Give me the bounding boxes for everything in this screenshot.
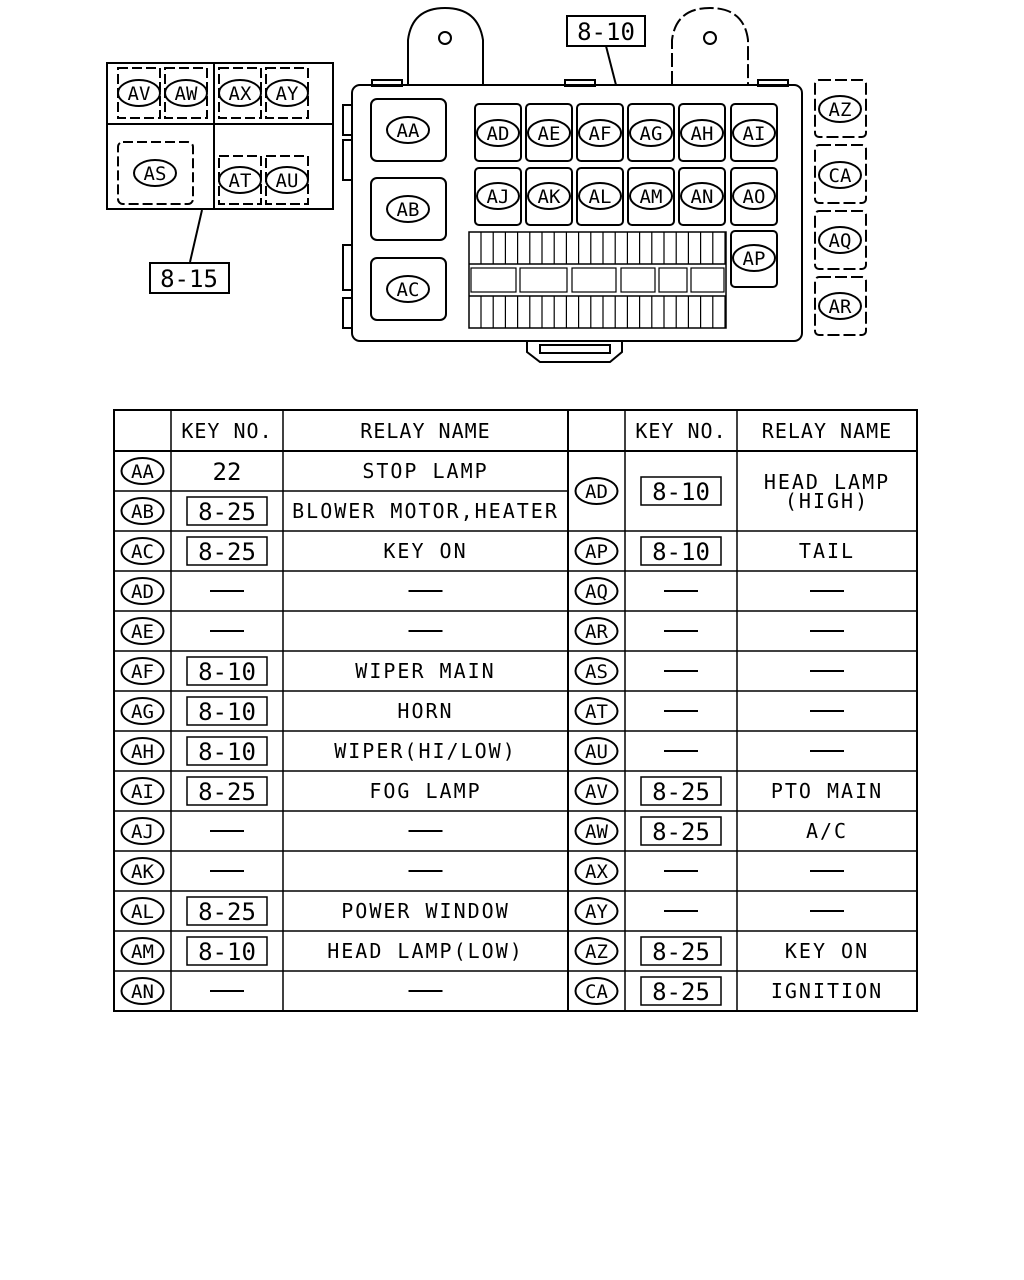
table-left-key-af: 8-10: [198, 658, 256, 686]
svg-text:—: —: [819, 652, 835, 676]
table-right-name-as: [810, 652, 844, 676]
table-left-name-aa: STOP LAMP: [362, 459, 489, 483]
table-left-name-af: WIPER MAIN: [355, 659, 496, 683]
table-left-id-aa: [122, 458, 164, 484]
relay-badge-ao-label: AO: [742, 186, 766, 208]
table-left-name-ai: FOG LAMP: [369, 779, 482, 803]
svg-text:—: —: [819, 852, 835, 876]
table-left-id-am: [122, 938, 164, 964]
table-left-id-ag: [122, 698, 164, 724]
table-right-id-au: [576, 738, 618, 764]
table-left-id-an-label: AN: [131, 981, 154, 1003]
table-left-id-al: [122, 898, 164, 924]
relay-badge-az: [819, 96, 861, 122]
table-left-name-ag: HORN: [397, 699, 454, 723]
table-left-key-am: 8-10: [198, 938, 256, 966]
table-right-name-ax: [810, 852, 844, 876]
table-left-key-ae: [210, 612, 244, 636]
relay-badge-aa-label: AA: [396, 120, 420, 142]
table-left-id-aj-label: AJ: [131, 821, 154, 843]
table-left-id-ah-label: AH: [131, 741, 154, 763]
table-right-id-au-label: AU: [585, 741, 608, 763]
table-right-id-az: [576, 938, 618, 964]
table-left-id-ai-label: AI: [131, 781, 154, 803]
svg-text:—: —: [673, 732, 689, 756]
table-right-id-ar: [576, 618, 618, 644]
relay-badge-aq: [819, 227, 861, 253]
relay-badge-af-label: AF: [588, 123, 612, 145]
table-right-key-at: [664, 692, 698, 716]
table-right-name2-ad: (HIGH): [784, 489, 870, 513]
relay-badge-an: [681, 183, 723, 209]
table-right-key-ay: [664, 892, 698, 916]
relay-badge-ac-label: AC: [396, 279, 420, 301]
relay-badge-ar: [819, 293, 861, 319]
table-left-id-ab-label: AB: [131, 501, 154, 523]
table-left-id-ag-label: AG: [131, 701, 154, 723]
table-right-name-ca: IGNITION: [770, 979, 884, 1003]
table-left-id-ac-label: AC: [131, 541, 154, 563]
relay-badge-ap: [733, 245, 775, 271]
relay-badge-ca: [819, 162, 861, 188]
table-right-name-ap: TAIL: [798, 539, 856, 563]
table-left-name-ac: KEY ON: [383, 539, 468, 563]
relay-badge-az-label: AZ: [828, 99, 852, 121]
relay-badge-ag: [630, 120, 672, 146]
table-right-id-aq: [576, 578, 618, 604]
svg-text:—: —: [673, 572, 689, 596]
relay-badge-ab-label: AB: [396, 199, 420, 221]
table-right-id-ay-label: AY: [585, 901, 608, 923]
table-right-name-av: PTO MAIN: [770, 779, 884, 803]
relay-badge-ag-label: AG: [639, 123, 663, 145]
table-right-id-ap-label: AP: [585, 541, 608, 563]
table-left-key-ad: [210, 572, 244, 596]
table-left-name-ak: [409, 852, 443, 876]
relay-badge-ae-label: AE: [537, 123, 561, 145]
relay-badge-al: [579, 183, 621, 209]
relay-badge-ac: [387, 276, 429, 302]
svg-text:—: —: [418, 572, 433, 596]
table-right-id-ar-label: AR: [585, 621, 608, 643]
relay-badge-ak: [528, 183, 570, 209]
table-right-id-ax-label: AX: [585, 861, 608, 883]
relay-badge-aj-label: AJ: [486, 186, 510, 208]
table-left-id-ak-label: AK: [131, 861, 154, 883]
table-left-id-an: [122, 978, 164, 1004]
table-left-id-am-label: AM: [131, 941, 154, 963]
table-left-name-an: [409, 972, 443, 996]
table-right-id-ay: [576, 898, 618, 924]
table-right-id-ca-label: CA: [585, 981, 608, 1003]
table-left-id-af: [122, 658, 164, 684]
svg-text:8-10: 8-10: [577, 18, 635, 46]
table-left-name-ad: [409, 572, 443, 596]
table-right-name-at: [810, 692, 844, 716]
relay-badge-at-label: AT: [228, 170, 252, 192]
table-right-id-ap: [576, 538, 618, 564]
svg-text:—: —: [418, 852, 433, 876]
table-left-name-al: POWER WINDOW: [341, 899, 510, 923]
table-right-key-ad: 8-10: [652, 478, 710, 506]
relay-badge-av-label: AV: [127, 83, 151, 105]
table-left-id-ai: [122, 778, 164, 804]
relay-badge-ab: [387, 196, 429, 222]
table-left-key-ak: [210, 852, 244, 876]
header-key-no-left: KEY NO.: [181, 419, 273, 443]
table-right-name-ad: HEAD LAMP: [763, 470, 891, 494]
table-right-id-ca: [576, 978, 618, 1004]
svg-text:—: —: [219, 812, 235, 836]
relay-badge-ak-label: AK: [537, 186, 561, 208]
table-left-id-ah: [122, 738, 164, 764]
table-left-key-an: [210, 972, 244, 996]
relay-badge-am-label: AM: [639, 186, 663, 208]
relay-badge-aq-label: AQ: [828, 230, 852, 252]
table-right-key-az: 8-25: [652, 938, 710, 966]
relay-badge-ax: [219, 80, 261, 106]
relay-badge-at: [219, 167, 261, 193]
svg-text:8-15: 8-15: [160, 265, 218, 293]
table-left-id-aj: [122, 818, 164, 844]
table-right-key-aw: 8-25: [652, 818, 710, 846]
table-right-id-at: [576, 698, 618, 724]
table-left-id-ad-label: AD: [131, 581, 154, 603]
table-left-name-aj: [409, 812, 443, 836]
table-right-id-ad-label: AD: [585, 481, 608, 503]
table-right-id-at-label: AT: [585, 701, 608, 723]
table-left-name-ah: WIPER(HI/LOW): [334, 739, 517, 763]
svg-text:—: —: [673, 612, 689, 636]
svg-text:—: —: [219, 572, 235, 596]
table-right-name-au: [810, 732, 844, 756]
svg-text:—: —: [673, 892, 689, 916]
table-left-key-ah: 8-10: [198, 738, 256, 766]
svg-text:—: —: [418, 612, 433, 636]
relay-badge-ad: [477, 120, 519, 146]
svg-text:—: —: [819, 612, 835, 636]
table-left-id-ad: [122, 578, 164, 604]
relay-badge-ah-label: AH: [690, 123, 714, 145]
table-right-key-av: 8-25: [652, 778, 710, 806]
table-left-id-ac: [122, 538, 164, 564]
svg-text:—: —: [673, 852, 689, 876]
header-relay-name-right: RELAY NAME: [761, 419, 893, 443]
relay-badge-ca-label: CA: [828, 165, 852, 187]
table-left-id-ae-label: AE: [131, 621, 154, 643]
table-right-name-ay: [810, 892, 844, 916]
table-right-name-aq: [810, 572, 844, 596]
table-right-id-as-label: AS: [585, 661, 608, 683]
table-left-id-af-label: AF: [131, 661, 154, 683]
svg-text:—: —: [819, 732, 835, 756]
table-right-key-au: [664, 732, 698, 756]
relay-badge-an-label: AN: [690, 186, 714, 208]
table-left-id-ae: [122, 618, 164, 644]
relay-badge-ay: [266, 80, 308, 106]
table-right-id-av-label: AV: [585, 781, 608, 803]
table-right-key-as: [664, 652, 698, 676]
header-key-no-right: KEY NO.: [635, 419, 727, 443]
main-relay-box: [343, 8, 802, 362]
svg-text:—: —: [418, 972, 433, 996]
table-left-key-ab: 8-25: [198, 498, 256, 526]
svg-text:—: —: [219, 612, 235, 636]
relay-badge-aa: [387, 117, 429, 143]
callout-main-box: [567, 16, 645, 85]
relay-badge-am: [630, 183, 672, 209]
svg-text:—: —: [819, 892, 835, 916]
table-left-id-aa-label: AA: [131, 461, 154, 483]
svg-text:—: —: [673, 652, 689, 676]
table-right-name-aw: A/C: [805, 819, 849, 843]
relay-badge-au-label: AU: [275, 170, 299, 192]
relay-badge-as: [134, 160, 176, 186]
svg-text:—: —: [819, 692, 835, 716]
relay-badge-ah: [681, 120, 723, 146]
table-right-id-aw: [576, 818, 618, 844]
table-right-id-ad: [576, 478, 618, 504]
table-right-id-az-label: AZ: [585, 941, 608, 963]
table-left-name-ab: BLOWER MOTOR,HEATER: [292, 499, 559, 523]
relay-badge-aw-label: AW: [174, 83, 198, 105]
relay-badge-aj: [477, 183, 519, 209]
relay-table: [114, 410, 917, 1011]
svg-text:—: —: [219, 972, 235, 996]
table-left-id-al-label: AL: [131, 901, 154, 923]
table-right-key-ax: [664, 852, 698, 876]
svg-text:—: —: [819, 572, 835, 596]
table-left-key-ag: 8-10: [198, 698, 256, 726]
table-left-name-am: HEAD LAMP(LOW): [327, 939, 524, 963]
table-left-id-ab: [122, 498, 164, 524]
relay-badge-ai: [733, 120, 775, 146]
relay-badge-ap-label: AP: [742, 248, 766, 270]
relay-badge-av: [118, 80, 160, 106]
relay-badge-ai-label: AI: [742, 123, 766, 145]
table-left-name-ae: [409, 612, 443, 636]
table-left-key-al: 8-25: [198, 898, 256, 926]
header-relay-name-left: RELAY NAME: [360, 419, 491, 443]
relay-badge-au: [266, 167, 308, 193]
table-right-key-ap: 8-10: [652, 538, 710, 566]
relay-badge-af: [579, 120, 621, 146]
table-right-key-aq: [664, 572, 698, 596]
callout-sub-box: [150, 263, 229, 293]
table-right-id-as: [576, 658, 618, 684]
table-left-id-ak: [122, 858, 164, 884]
table-left-key-aa: 22: [212, 458, 242, 486]
svg-text:—: —: [418, 812, 433, 836]
table-right-id-aw-label: AW: [585, 821, 608, 843]
relay-badge-ar-label: AR: [828, 296, 852, 318]
svg-text:—: —: [219, 852, 235, 876]
relay-badge-as-label: AS: [143, 163, 167, 185]
relay-badge-ad-label: AD: [486, 123, 510, 145]
table-left-key-ac: 8-25: [198, 538, 256, 566]
relay-badge-ao: [733, 183, 775, 209]
table-right-name-az: KEY ON: [784, 939, 870, 963]
relay-badge-ax-label: AX: [228, 83, 252, 105]
table-right-key-ar: [664, 612, 698, 636]
table-left-key-aj: [210, 812, 244, 836]
table-right-id-av: [576, 778, 618, 804]
table-right-id-ax: [576, 858, 618, 884]
table-right-key-ca: 8-25: [652, 978, 710, 1006]
relay-badge-ae: [528, 120, 570, 146]
relay-badge-ay-label: AY: [275, 83, 299, 105]
relay-badge-al-label: AL: [588, 186, 612, 208]
table-left-key-ai: 8-25: [198, 778, 256, 806]
table-right-name-ar: [810, 612, 844, 636]
relay-badge-aw: [165, 80, 207, 106]
svg-text:—: —: [673, 692, 689, 716]
table-right-id-aq-label: AQ: [585, 581, 608, 603]
